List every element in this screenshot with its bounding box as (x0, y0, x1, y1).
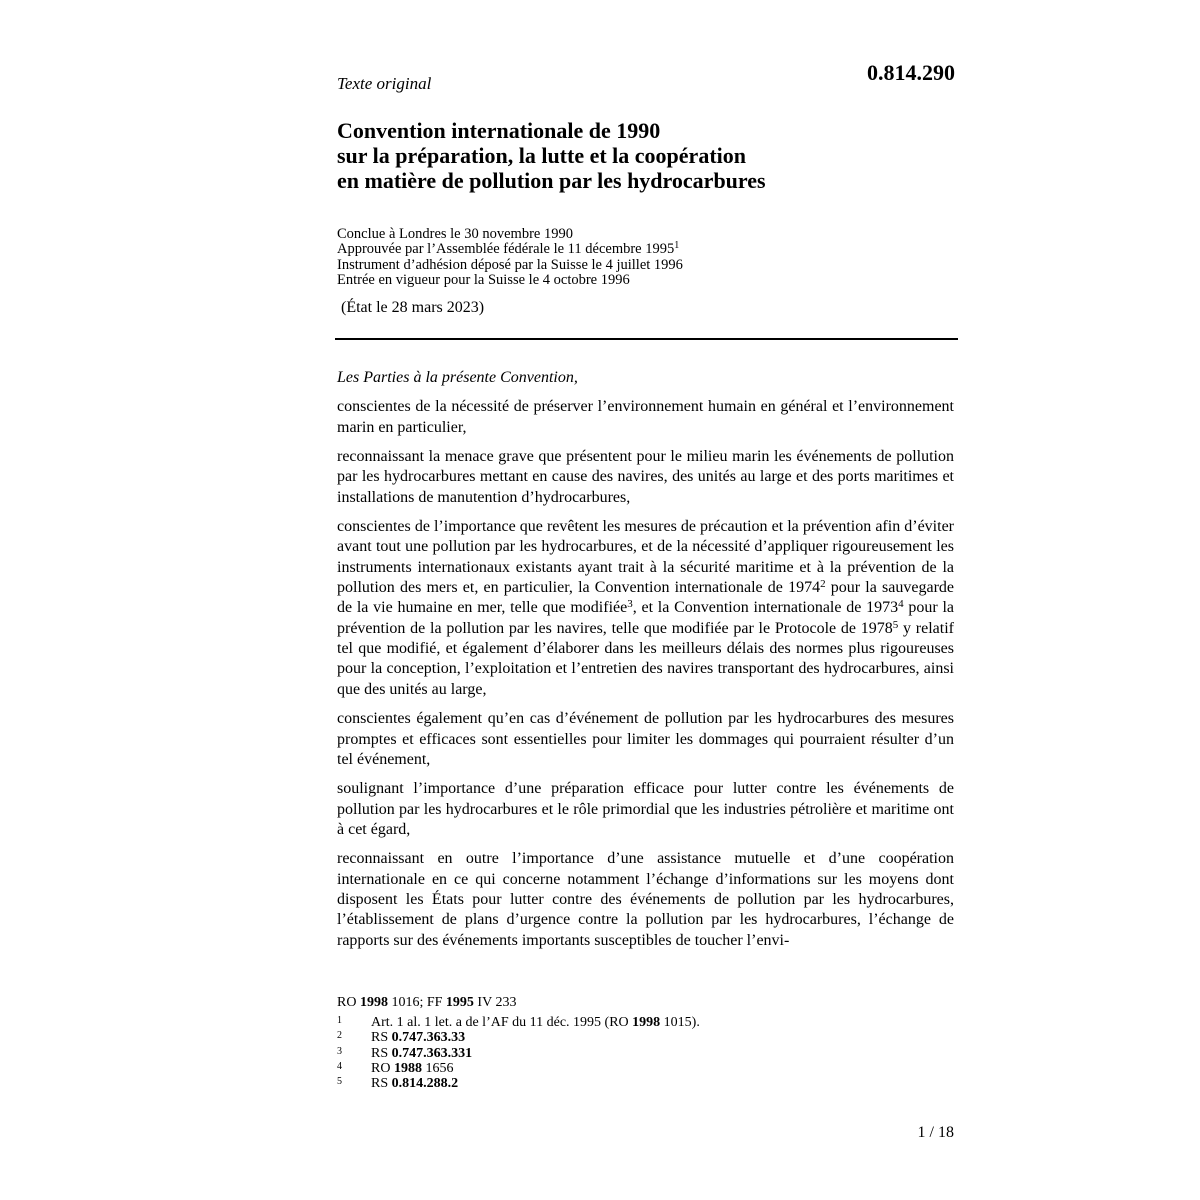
approved-line (337, 242, 683, 257)
rs-number: 0.814.290 (867, 60, 955, 85)
concluded-line: Conclue à Londres le 30 novembre 1990 (337, 226, 573, 242)
footnote-marker[interactable]: 4 (898, 598, 904, 611)
paragraph-text: y relatif tel que modifié, et également d’élaborer dans les meilleurs délais des normes plus rigoureuses pour la conception, l’exploitation et l’entretien des navires transportant des hydrocarbures, ainsi que des unités au large, (337, 619, 954, 698)
preamble-paragraph: reconnaissant la menace grave que présentent pour le milieu marin les événements de pollution par les hydrocarbures mettant en cause des navires, des unités au large et des ports maritimes et installations de manutention d’hydrocarbures, (337, 448, 954, 506)
paragraph-text: pour la prévention de la pollution par les navires, telle que modifiée par le Protocole de 1978 (337, 599, 955, 637)
approved-text: Approuvée par l’Assemblée fédérale le 11 décembre 1995 (337, 241, 675, 258)
footnote (337, 1015, 700, 1030)
document-meta (337, 227, 683, 288)
status-date: (État le 28 mars 2023) (341, 299, 485, 316)
paragraph-text: pour la sauvegarde de la vie humaine en mer, telle que modifiée (337, 579, 955, 617)
footnote-number: 2 (337, 1030, 342, 1042)
footnote (337, 1061, 700, 1076)
preamble-paragraph: conscientes de la nécessité de préserver l’environnement humain en général et l’environnement marin en particulier, (337, 398, 954, 436)
footnote (337, 1030, 700, 1045)
page-number: 1 / 18 (917, 1124, 954, 1141)
publication-reference: RO 1998 1016; FF 1995 IV 233 (337, 995, 517, 1010)
footnote-text: RS 0.747.363.33 (371, 1030, 466, 1046)
in-force-line: Entrée en vigueur pour la Suisse le 4 octobre 1996 (337, 271, 630, 288)
separator-rule (335, 338, 958, 340)
instrument-line: Instrument d’adhésion déposé par la Suisse le 4 juillet 1996 (337, 256, 683, 273)
footnote-number: 1 (337, 1015, 342, 1026)
footnote-marker[interactable]: 5 (892, 618, 899, 631)
footnote-marker[interactable]: 1 (674, 240, 680, 252)
footnote-number: 5 (337, 1076, 342, 1088)
original-text-label: Texte original (337, 74, 432, 93)
preamble-paragraph: conscientes également qu’en cas d’événement de pollution par les hydrocarbures des mesures promptes et efficaces sont essentielles pour limiter les dommages qui pourraient résulter d’un tel événement, (337, 710, 954, 768)
footnote-text: RO 1988 1656 (371, 1060, 454, 1076)
footnotes (337, 1015, 700, 1091)
footnote-text: RS 0.747.363.331 (371, 1045, 473, 1061)
document-title (337, 118, 977, 193)
preamble-heading: Les Parties à la présente Convention, (337, 369, 578, 386)
footnote-marker[interactable]: 3 (627, 598, 633, 611)
paragraph-text: conscientes de l’importance que revêtent les mesures de précaution et la prévention afin d’éviter avant tout une pollution par les hydrocarbures, et de la nécessité d’appliquer rigoureusement les instruments internationaux existants ayant trait à la sécurité maritime et à la prévention de la pollution des mers et, en particulier, la Convention internationale de 1974 (337, 518, 954, 597)
footnote-number: 3 (337, 1045, 342, 1057)
preamble-paragraph: soulignant l’importance d’une préparation efficace pour lutter contre les événements de pollution par les hydrocarbures et le rôle primordial que les industries pétrolière et maritime ont à cet égard, (337, 780, 954, 838)
footnote-text: RS 0.814.288.2 (371, 1076, 459, 1092)
title-line: sur la préparation, la lutte et la coopération (337, 143, 746, 168)
footnote (337, 1046, 700, 1061)
footnote-number: 4 (337, 1060, 342, 1072)
preamble (337, 368, 954, 960)
footnote-text: Art. 1 al. 1 let. a de l’AF du 11 déc. 1995 (RO 1998 1015). (371, 1015, 700, 1030)
preamble-paragraph: reconnaissant en outre l’importance d’une assistance mutuelle et d’une coopération internationale en ce qui concerne notamment l’échange d’informations sur les moyens dont disposent les États pour lutter contre des événements de pollution par les hydrocarbures, l’établissement de plans d’urgence contre la pollution par les hydrocarbures, l’échange de rapports sur des événements importants susceptibles de toucher l’envi- (337, 850, 954, 949)
footnote (337, 1076, 700, 1091)
footnote-marker[interactable]: 2 (820, 578, 826, 591)
preamble-paragraph (337, 517, 954, 700)
title-line: Convention internationale de 1990 (337, 118, 661, 143)
paragraph-text: , et la Convention internationale de 1973 (632, 599, 899, 617)
title-line: en matière de pollution par les hydrocarbures (337, 168, 766, 193)
